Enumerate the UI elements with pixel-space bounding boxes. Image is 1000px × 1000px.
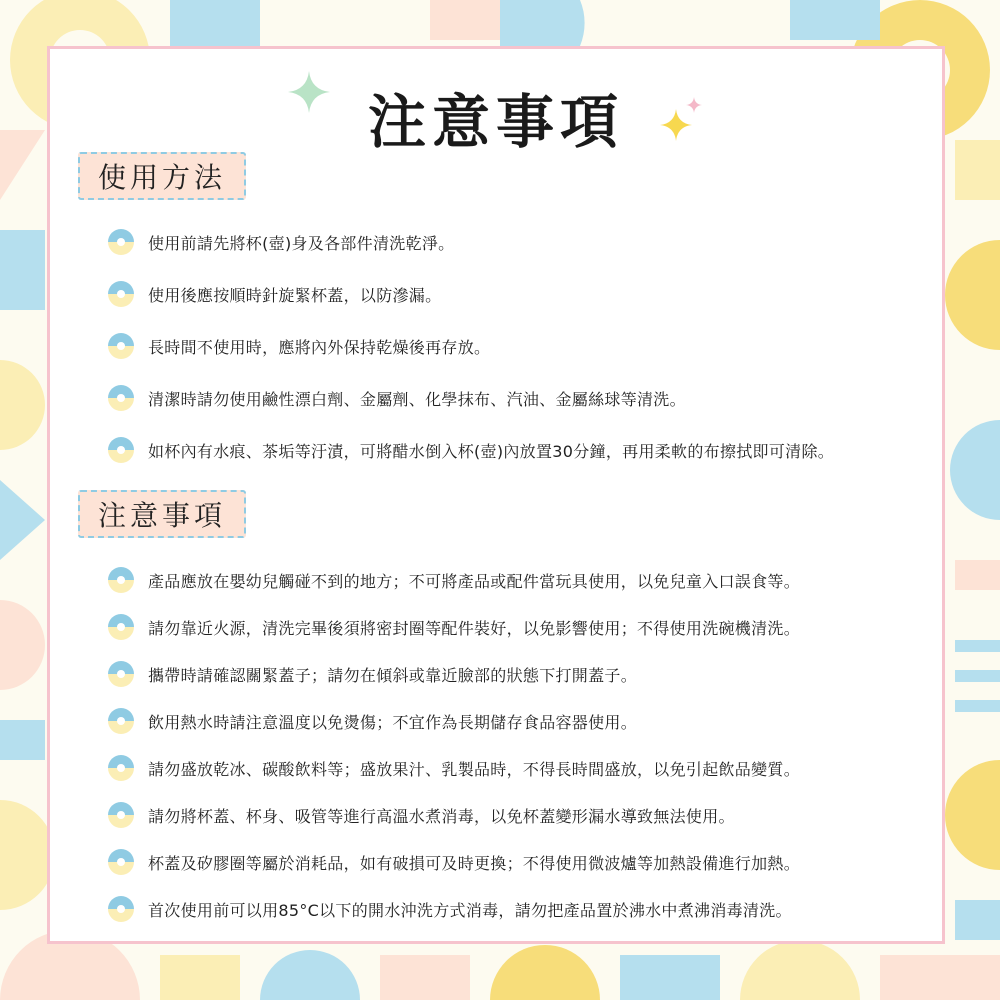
bullet-icon	[108, 708, 134, 734]
bullet-icon	[108, 755, 134, 781]
list-item-text: 如杯內有水痕、茶垢等汙漬，可將醋水倒入杯(壺)內放置30分鐘，再用柔軟的布擦拭即可清除。	[148, 441, 835, 461]
list-item	[108, 894, 932, 924]
title-area	[50, 69, 942, 156]
bullet-icon	[108, 229, 134, 255]
list-item	[108, 706, 932, 736]
bullet-icon	[108, 333, 134, 359]
list-item	[108, 847, 932, 877]
list-item-text: 請勿將杯蓋、杯身、吸管等進行高溫水煮消毒，以免杯蓋變形漏水導致無法使用。	[148, 806, 735, 826]
section-label-usage: 使用方法	[78, 152, 246, 200]
bullet-icon	[108, 614, 134, 640]
bullet-icon	[108, 849, 134, 875]
list-item-text: 飲用熱水時請注意溫度以免燙傷；不宜作為長期儲存食品容器使用。	[148, 712, 638, 732]
bullet-icon	[108, 437, 134, 463]
list-item	[108, 331, 932, 361]
bullet-icon	[108, 567, 134, 593]
list-item	[108, 279, 932, 309]
list-item-text: 使用前請先將杯(壺)身及各部件清洗乾淨。	[148, 233, 455, 253]
list-item-text: 清潔時請勿使用鹼性漂白劑、金屬劑、化學抹布、汽油、金屬絲球等清洗。	[148, 389, 686, 409]
list-item-text: 杯蓋及矽膠圈等屬於消耗品，如有破損可及時更換；不得使用微波爐等加熱設備進行加熱。	[148, 853, 801, 873]
list-item-text: 首次使用前可以用85°C以下的開水沖洗方式消毒，請勿把產品置於沸水中煮沸消毒清洗。	[148, 900, 792, 920]
sparkle-yellow-icon	[660, 109, 692, 141]
list-item	[108, 383, 932, 413]
list-item-text: 請勿盛放乾冰、碳酸飲料等；盛放果汁、乳製品時，不得長時間盛放，以免引起飲品變質。	[148, 759, 801, 779]
list-item-text: 長時間不使用時，應將內外保持乾燥後再存放。	[148, 337, 491, 357]
list-item-text: 產品應放在嬰幼兒觸碰不到的地方；不可將產品或配件當玩具使用，以免兒童入口誤食等。	[148, 571, 801, 591]
list-item	[108, 659, 932, 689]
bullet-icon	[108, 661, 134, 687]
sparkle-pink-icon	[686, 97, 702, 113]
list-item	[108, 227, 932, 257]
list-item-text: 攜帶時請確認關緊蓋子；請勿在傾斜或靠近臉部的狀態下打開蓋子。	[148, 665, 638, 685]
bullet-icon	[108, 281, 134, 307]
list-item	[108, 800, 932, 830]
bullet-icon	[108, 802, 134, 828]
instructions-card	[47, 46, 945, 944]
page-title: 注意事項	[367, 88, 624, 156]
list-item-text: 請勿靠近火源，清洗完畢後須將密封圈等配件裝好，以免影響使用；不得使用洗碗機清洗。	[148, 618, 801, 638]
bullet-icon	[108, 385, 134, 411]
section-label-notes: 注意事項	[78, 490, 246, 538]
list-item	[108, 753, 932, 783]
list-item	[108, 435, 932, 465]
bullet-icon	[108, 896, 134, 922]
list-item-text: 使用後應按順時針旋緊杯蓋，以防滲漏。	[148, 285, 442, 305]
list-item	[108, 565, 932, 595]
list-item	[108, 612, 932, 642]
